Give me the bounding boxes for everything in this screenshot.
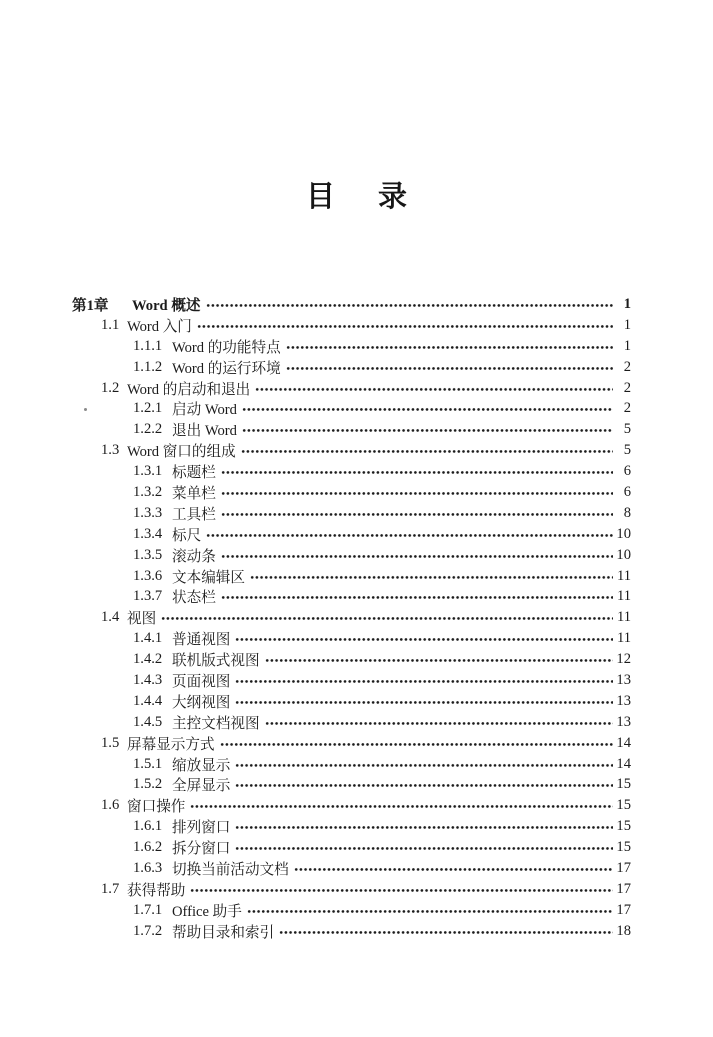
toc-entry-label: 启动 Word <box>172 402 237 419</box>
toc-entry-number: 第1章 <box>72 297 109 314</box>
toc-entry-number: 1.3.3 <box>133 504 163 521</box>
dot-leader <box>221 482 613 503</box>
title-char-right: 录 <box>378 181 408 213</box>
toc-entry-number: 1.1.1 <box>133 337 163 354</box>
toc-entry-number: 1.4.3 <box>133 671 163 688</box>
toc-entry-page: 11 <box>616 588 631 605</box>
toc-entry-page: 13 <box>616 692 631 709</box>
dot-leader <box>279 921 613 942</box>
dot-leader <box>235 691 613 712</box>
toc-entry <box>0 816 631 837</box>
toc-entry <box>0 566 631 587</box>
toc-entry-number: 1.5 <box>101 734 120 751</box>
toc-entry-page: 15 <box>616 818 631 835</box>
toc-entry <box>0 628 631 649</box>
toc-entry-label: 窗口操作 <box>127 799 186 816</box>
toc-entry <box>0 503 631 524</box>
dot-leader <box>250 566 613 587</box>
toc-entry-label: 排列窗口 <box>172 820 231 837</box>
toc-entry-label: 帮助目录和索引 <box>172 924 275 941</box>
toc-entry <box>0 649 631 670</box>
toc-entry-page: 11 <box>616 630 631 647</box>
toc-entry-page: 15 <box>616 839 631 856</box>
toc-entry-label: Word 的功能特点 <box>172 339 281 356</box>
dot-leader <box>235 754 613 775</box>
toc-entry-page: 15 <box>616 797 631 814</box>
toc-entry-number: 1.5.1 <box>133 755 163 772</box>
toc-entry-page: 8 <box>623 504 631 521</box>
toc-entry <box>0 461 631 482</box>
toc-entry-label: Word 的运行环境 <box>172 360 281 377</box>
toc-entry-label: 屏幕显示方式 <box>127 736 215 753</box>
toc-entry-number: 1.4.4 <box>133 692 163 709</box>
toc-entry <box>0 607 631 628</box>
toc-entry-number: 1.4.1 <box>133 630 163 647</box>
toc-entry-number: 1.4.2 <box>133 651 163 668</box>
toc-entry-label: 标题栏 <box>172 465 216 482</box>
toc-entry-label: 获得帮助 <box>127 882 186 899</box>
dot-leader <box>247 900 613 921</box>
toc-entry <box>0 545 631 566</box>
toc-entry-page: 6 <box>623 463 631 480</box>
toc-entry-number: 1.6 <box>101 797 120 814</box>
toc-entry-page: 1 <box>623 295 631 312</box>
dot-leader <box>161 607 613 628</box>
toc-entry-label: Word 入门 <box>127 318 192 335</box>
toc-entry-label: Word 窗口的组成 <box>127 444 236 461</box>
toc-entry <box>0 294 631 315</box>
toc-entry-number: 1.1.2 <box>133 358 163 375</box>
toc-entry-label: 联机版式视图 <box>172 653 260 670</box>
toc-entry-label: 页面视图 <box>172 673 231 690</box>
toc-entry-number: 1.5.2 <box>133 776 163 793</box>
toc-entry <box>0 691 631 712</box>
toc-entry-page: 5 <box>623 442 631 459</box>
toc-entry-number: 1.3.2 <box>133 483 163 500</box>
dot-leader <box>235 670 613 691</box>
toc-entry-label: 全屏显示 <box>172 778 231 795</box>
dot-leader <box>221 545 613 566</box>
dot-leader <box>221 586 613 607</box>
toc-entry <box>0 440 631 461</box>
toc-entry <box>0 733 631 754</box>
toc-entry-page: 18 <box>616 922 631 939</box>
toc-entry-label: 标尺 <box>172 527 202 544</box>
toc-entry-label: 视图 <box>127 611 157 628</box>
toc-entry <box>0 315 631 336</box>
toc-entry-page: 2 <box>623 400 631 417</box>
toc-entry <box>0 419 631 440</box>
toc-entry-label: 普通视图 <box>172 632 231 649</box>
toc-entry <box>0 712 631 733</box>
toc-entry-page: 10 <box>616 546 631 563</box>
toc-entry-number: 1.6.1 <box>133 818 163 835</box>
toc-entry-number: 1.7.1 <box>133 901 163 918</box>
toc-entry-number: 1.3.1 <box>133 463 163 480</box>
toc-entry-page: 14 <box>616 755 631 772</box>
toc-entry-label: Word 概述 <box>132 297 201 314</box>
toc-entry-label: 文本编辑区 <box>172 569 245 586</box>
dot-leader <box>242 419 613 440</box>
toc-entry-number: 1.3.4 <box>133 525 163 542</box>
toc-entry-number: 1.3.6 <box>133 567 163 584</box>
dot-leader <box>286 336 613 357</box>
toc-entry <box>0 524 631 545</box>
toc-entry-number: 1.3 <box>101 442 120 459</box>
toc-entry <box>0 357 631 378</box>
toc-entry-page: 15 <box>616 776 631 793</box>
toc-entry-page: 14 <box>616 734 631 751</box>
dot-leader <box>197 315 613 336</box>
dot-leader <box>235 816 613 837</box>
toc-entry <box>0 754 631 775</box>
title-char-left: 目 <box>305 181 335 213</box>
toc-entry-number: 1.4.5 <box>133 713 163 730</box>
toc-entry-label: Word 的启动和退出 <box>127 381 251 398</box>
toc-entry-page: 11 <box>616 567 631 584</box>
toc-entry-label: Office 助手 <box>172 903 242 920</box>
dot-leader <box>265 712 613 733</box>
toc-entry-number: 1.6.2 <box>133 839 163 856</box>
toc-entry-number: 1.4 <box>101 609 120 626</box>
toc-entry <box>0 378 631 399</box>
toc-entry-number: 1.3.5 <box>133 546 163 563</box>
dot-leader <box>190 795 613 816</box>
toc-entry <box>0 398 631 419</box>
toc-entry <box>0 900 631 921</box>
toc-entry-number: 1.7 <box>101 880 120 897</box>
toc-entry-number: 1.2.2 <box>133 421 163 438</box>
toc-entry-page: 17 <box>616 880 631 897</box>
toc-entry-label: 切换当前活动文档 <box>172 862 289 878</box>
toc-entry <box>0 482 631 503</box>
dot-leader <box>241 440 613 461</box>
dot-leader <box>235 628 613 649</box>
toc-entry <box>0 670 631 691</box>
dot-leader <box>206 294 613 315</box>
dot-leader <box>265 649 613 670</box>
dot-leader <box>255 378 613 399</box>
toc-entry-label: 工具栏 <box>172 506 216 523</box>
dot-leader <box>221 503 613 524</box>
dot-leader <box>235 774 613 795</box>
toc-entry-label: 主控文档视图 <box>172 715 260 732</box>
toc-entry-number: 1.2.1 <box>133 400 163 417</box>
dot-leader <box>242 398 613 419</box>
toc-entry <box>0 921 631 942</box>
toc-entry-label: 滚动条 <box>172 548 216 565</box>
toc-entry-page: 2 <box>623 358 631 375</box>
toc-entry <box>0 586 631 607</box>
toc-entry-label: 缩放显示 <box>172 757 231 774</box>
toc-entry-label: 拆分窗口 <box>172 841 231 858</box>
dot-leader <box>235 837 613 858</box>
toc-entry <box>0 336 631 357</box>
toc-entry-label: 退出 Word <box>172 423 237 440</box>
toc-entry <box>0 837 631 858</box>
toc-entry <box>0 879 631 900</box>
toc-entry-page: 13 <box>616 671 631 688</box>
toc-entry-number: 1.1 <box>101 316 120 333</box>
toc-entry-page: 12 <box>616 651 631 668</box>
toc-entry-number: 1.2 <box>101 379 120 396</box>
toc-entry-page: 17 <box>616 859 631 876</box>
page-title <box>0 182 713 214</box>
toc-entry-page: 1 <box>623 316 631 333</box>
toc-entry-page: 5 <box>623 421 631 438</box>
toc-entry-number: 1.3.7 <box>133 588 163 605</box>
toc-entry-page: 2 <box>623 379 631 396</box>
dot-leader <box>190 879 613 900</box>
dot-leader <box>206 524 613 545</box>
toc-entry-page: 17 <box>616 901 631 918</box>
dot-leader <box>286 357 613 378</box>
toc-entry-page: 11 <box>616 609 631 626</box>
toc-entry <box>0 795 631 816</box>
toc-entry-number: 1.7.2 <box>133 922 163 939</box>
toc-entry-number: 1.6.3 <box>133 859 163 876</box>
toc-entry <box>0 858 631 879</box>
toc-entry-page: 13 <box>616 713 631 730</box>
toc-list <box>0 294 631 942</box>
dot-leader <box>294 858 613 879</box>
toc-entry-page: 1 <box>623 337 631 354</box>
toc-entry-label: 菜单栏 <box>172 485 216 502</box>
dot-leader <box>221 461 613 482</box>
dot-leader <box>220 733 613 754</box>
toc-entry-label: 大纲视图 <box>172 694 231 711</box>
toc-entry <box>0 774 631 795</box>
toc-entry-page: 6 <box>623 483 631 500</box>
toc-entry-page: 10 <box>616 525 631 542</box>
toc-entry-label: 状态栏 <box>172 590 216 607</box>
